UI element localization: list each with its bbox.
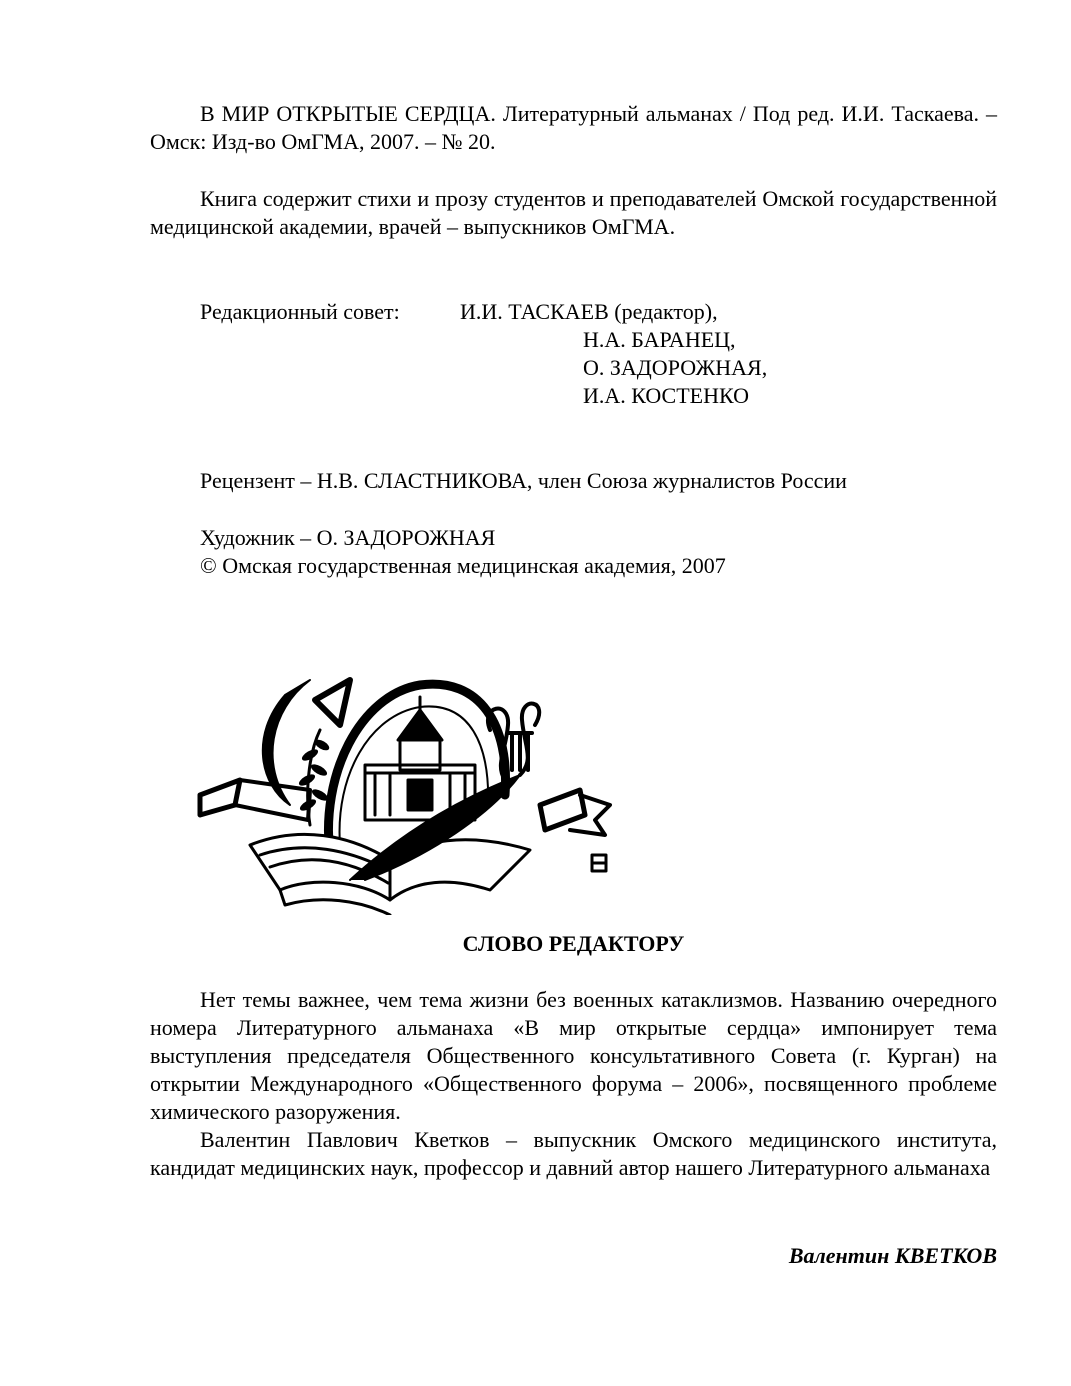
author-signature: Валентин КВЕТКОВ — [788, 1243, 997, 1268]
almanac-emblem-icon — [190, 655, 630, 915]
editor-paragraph: Нет темы важнее, чем тема жизни без военных катаклизмов. Названию очередного номера Литературного альманаха «В мир открытые сердца» импонирует тема выступления председателя Общественного консультативного Совета (г. Курган) на открытии Международного «Общественного форума – 2006», посвященного проблеме химического разоружения. — [150, 987, 997, 1124]
reviewer-line: Рецензент – Н.В. СЛАСТНИКОВА, член Союза журналистов России — [200, 468, 847, 493]
copyright-line: © Омская государственная медицинская академия, 2007 — [200, 553, 726, 578]
editorial-board-member: И.А. КОСТЕНКО — [583, 383, 750, 408]
editor-paragraph: Валентин Павлович Кветков – выпускник Омского медицинского института, кандидат медицинских наук, профессор и давний автор нашего Литературного альманаха — [150, 1127, 997, 1180]
book-annotation: Книга содержит стихи и прозу студентов и преподавателей Омской государственной медицинской академии, врачей – выпускников ОмГМА. — [150, 186, 997, 239]
editorial-board-label: Редакционный совет: — [200, 299, 400, 324]
editorial-board-member: И.И. ТАСКАЕВ (редактор), — [460, 299, 718, 324]
editorial-board-member: О. ЗАДОРОЖНАЯ, — [583, 355, 768, 380]
bibliographic-record: В МИР ОТКРЫТЫЕ СЕРДЦА. Литературный альманах / Под ред. И.И. Таскаева. – Омск: Изд-во ОмГМА, 2007. – № 20. — [150, 101, 997, 154]
editorial-board-member: Н.А. БАРАНЕЦ, — [583, 327, 736, 352]
section-heading: СЛОВО РЕДАКТОРУ — [462, 931, 685, 956]
artist-line: Художник – О. ЗАДОРОЖНАЯ — [200, 525, 496, 550]
